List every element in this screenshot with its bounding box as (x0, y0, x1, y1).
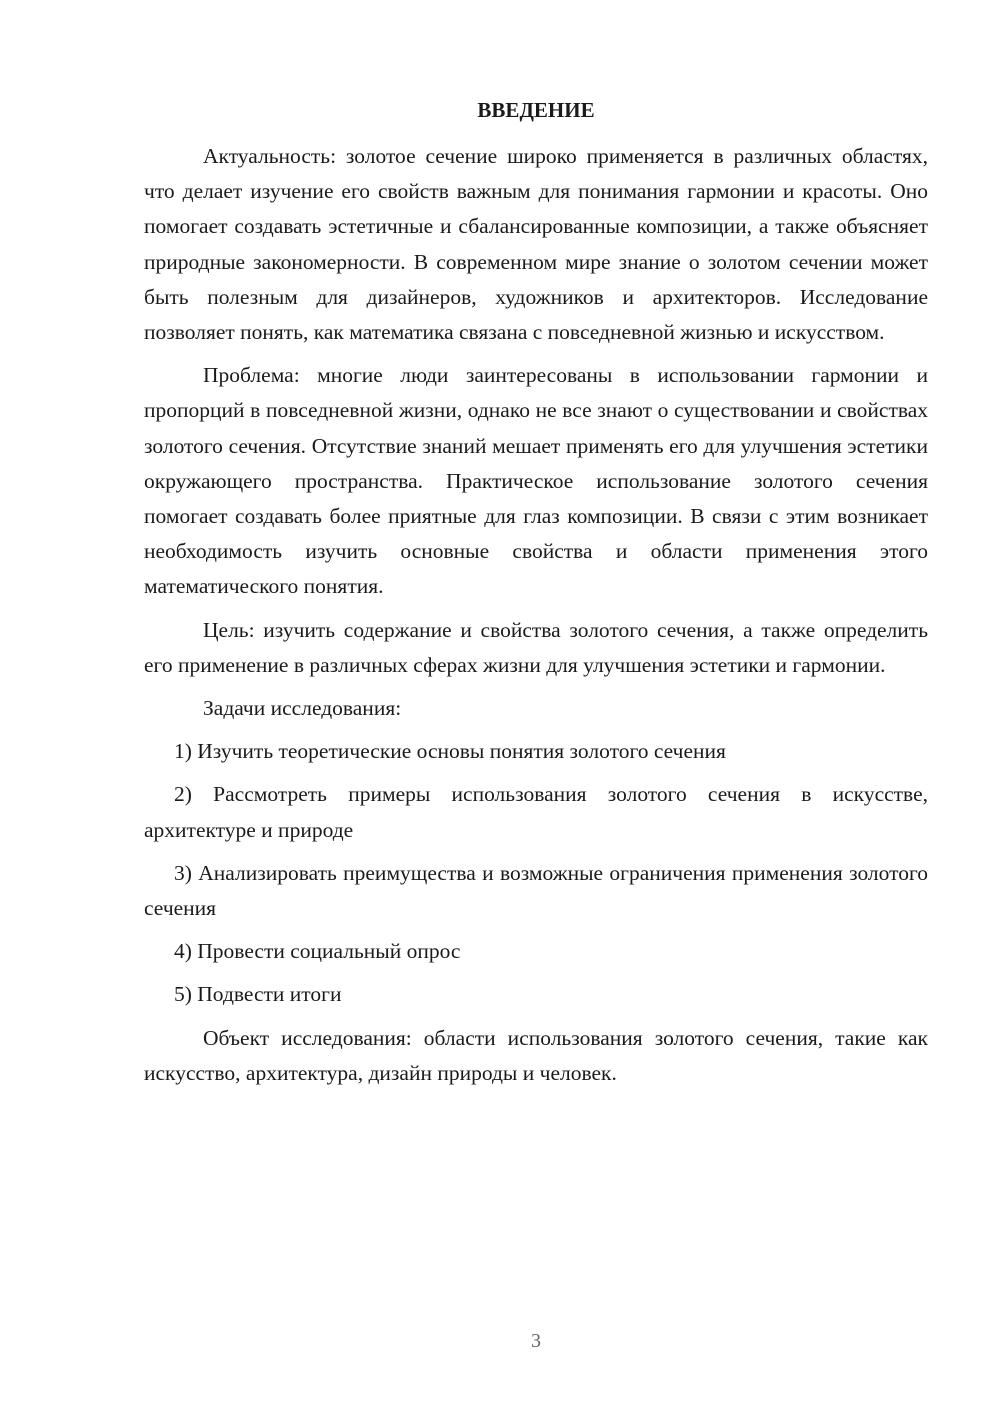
task-item-4: 4) Провести социальный опрос (174, 939, 461, 964)
section-title: ВВЕДЕНИЕ (477, 98, 595, 122)
task-item-1: 1) Изучить теоретические основы понятия золотого сечения (174, 739, 726, 764)
problem-paragraph: Проблема: многие люди заинтересованы в использовании гармонии и пропорций в повседневной жизни, однако не все знают о существовании и свойствах золотого сечения. Отсутствие знаний мешает применять его для улучшения эстетики окружающего пространства. Практическое использование золотого сечения помогает создавать более приятные для глаз композиции. В связи с этим возникает необходимость изучить основные свойства и области применения этого математического понятия. (144, 363, 928, 599)
task-item-3: 3) Анализировать преимущества и возможные ограничения применения золотого сечения (144, 860, 928, 921)
task-item-5: 5) Подвести итоги (174, 982, 342, 1007)
page-number: 3 (531, 1330, 541, 1352)
tasks-heading: Задачи исследования: (203, 696, 402, 721)
goal-paragraph: Цель: изучить содержание и свойства золотого сечения, а также определить его применение в различных сферах жизни для улучшения эстетики и гармонии. (144, 617, 928, 677)
page-content (144, 93, 928, 1099)
object-paragraph: Объект исследования: области использования золотого сечения, такие как искусство, архитектура, дизайн природы и человек. (144, 1025, 928, 1085)
task-item-2: 2) Рассмотреть примеры использования золотого сечения в искусстве, архитектуре и природе (144, 782, 928, 842)
relevance-paragraph: Актуальность: золотое сечение широко применяется в различных областях, что делает изучение его свойств важным для понимания гармонии и красоты. Оно помогает создавать эстетичные и сбалансированные композиции, а также объясняет природные закономерности. В современном мире знание о золотом сечении может быть полезным для дизайнеров, художников и архитекторов. Исследование позволяет понять, как математика связана с повседневной жизнью и искусством. (144, 144, 928, 345)
